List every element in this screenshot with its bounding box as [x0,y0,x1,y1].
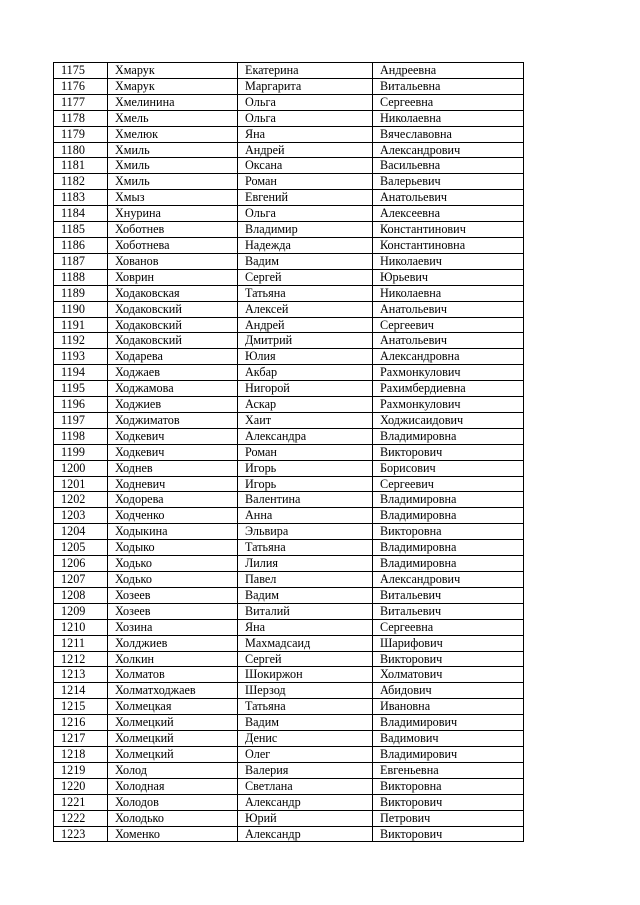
first-name-cell: Яна [238,126,373,142]
patronymic-cell: Александрович [373,142,524,158]
table-row [54,540,524,556]
table-row [54,619,524,635]
patronymic-cell: Абидович [373,683,524,699]
last-name-cell: Ходнев [108,460,238,476]
patronymic-cell: Владимирович [373,746,524,762]
first-name-cell: Татьяна [238,699,373,715]
table-row [54,126,524,142]
table-row [54,428,524,444]
first-name-cell: Нигорой [238,381,373,397]
table-row [54,301,524,317]
patronymic-cell: Евгеньевна [373,762,524,778]
last-name-cell: Хмиль [108,158,238,174]
table-row [54,365,524,381]
first-name-cell: Эльвира [238,524,373,540]
last-name-cell: Ходько [108,572,238,588]
table-row [54,78,524,94]
last-name-cell: Ходаковский [108,301,238,317]
first-name-cell: Виталий [238,603,373,619]
first-name-cell: Татьяна [238,285,373,301]
row-number-cell: 1219 [54,762,108,778]
patronymic-cell: Андреевна [373,63,524,79]
row-number-cell: 1192 [54,333,108,349]
row-number-cell: 1186 [54,237,108,253]
row-number-cell: 1207 [54,572,108,588]
table-row [54,142,524,158]
first-name-cell: Светлана [238,778,373,794]
table-row [54,556,524,572]
row-number-cell: 1198 [54,428,108,444]
last-name-cell: Ходарева [108,349,238,365]
first-name-cell: Владимир [238,222,373,238]
row-number-cell: 1201 [54,476,108,492]
patronymic-cell: Анатольевич [373,333,524,349]
patronymic-cell: Витальевич [373,587,524,603]
patronymic-cell: Рахимбердиевна [373,381,524,397]
first-name-cell: Махмадсаид [238,635,373,651]
table-row [54,174,524,190]
last-name-cell: Ходаковский [108,333,238,349]
first-name-cell: Лилия [238,556,373,572]
patronymic-cell: Сергеевич [373,317,524,333]
patronymic-cell: Вадимович [373,731,524,747]
patronymic-cell: Викторовна [373,778,524,794]
table-row [54,731,524,747]
row-number-cell: 1184 [54,206,108,222]
first-name-cell: Вадим [238,253,373,269]
first-name-cell: Денис [238,731,373,747]
patronymic-cell: Владимирович [373,715,524,731]
row-number-cell: 1175 [54,63,108,79]
patronymic-cell: Рахмонкулович [373,397,524,413]
row-number-cell: 1217 [54,731,108,747]
table-row [54,524,524,540]
row-number-cell: 1194 [54,365,108,381]
table-row [54,397,524,413]
patronymic-cell: Петрович [373,810,524,826]
last-name-cell: Ходкевич [108,428,238,444]
last-name-cell: Ховрин [108,269,238,285]
table-row [54,572,524,588]
table-row [54,222,524,238]
last-name-cell: Холмецкий [108,715,238,731]
first-name-cell: Роман [238,174,373,190]
first-name-cell: Дмитрий [238,333,373,349]
row-number-cell: 1213 [54,667,108,683]
last-name-cell: Хоботнева [108,237,238,253]
last-name-cell: Ходорева [108,492,238,508]
patronymic-cell: Сергеевич [373,476,524,492]
patronymic-cell: Рахмонкулович [373,365,524,381]
first-name-cell: Александр [238,826,373,842]
first-name-cell: Хаит [238,412,373,428]
row-number-cell: 1193 [54,349,108,365]
last-name-cell: Холодов [108,794,238,810]
last-name-cell: Хмыз [108,190,238,206]
row-number-cell: 1212 [54,651,108,667]
patronymic-cell: Викторовна [373,524,524,540]
table-row [54,110,524,126]
table-row [54,158,524,174]
last-name-cell: Хмарук [108,78,238,94]
row-number-cell: 1191 [54,317,108,333]
last-name-cell: Холмецкая [108,699,238,715]
first-name-cell: Шерзод [238,683,373,699]
table-row [54,94,524,110]
first-name-cell: Юлия [238,349,373,365]
table-row [54,794,524,810]
last-name-cell: Ходаковская [108,285,238,301]
last-name-cell: Ходченко [108,508,238,524]
last-name-cell: Холод [108,762,238,778]
last-name-cell: Ходкевич [108,444,238,460]
first-name-cell: Олег [238,746,373,762]
table-row [54,381,524,397]
first-name-cell: Анна [238,508,373,524]
patronymic-cell: Анатольевич [373,301,524,317]
row-number-cell: 1196 [54,397,108,413]
row-number-cell: 1220 [54,778,108,794]
patronymic-cell: Сергеевна [373,619,524,635]
table-row [54,508,524,524]
first-name-cell: Юрий [238,810,373,826]
first-name-cell: Роман [238,444,373,460]
row-number-cell: 1214 [54,683,108,699]
name-list-table [53,62,524,842]
table-row [54,460,524,476]
row-number-cell: 1211 [54,635,108,651]
table-row [54,699,524,715]
first-name-cell: Вадим [238,587,373,603]
last-name-cell: Хованов [108,253,238,269]
first-name-cell: Оксана [238,158,373,174]
first-name-cell: Валерия [238,762,373,778]
patronymic-cell: Владимировна [373,428,524,444]
row-number-cell: 1197 [54,412,108,428]
table-row [54,63,524,79]
patronymic-cell: Викторович [373,651,524,667]
row-number-cell: 1179 [54,126,108,142]
patronymic-cell: Ивановна [373,699,524,715]
first-name-cell: Игорь [238,460,373,476]
first-name-cell: Надежда [238,237,373,253]
table-row [54,333,524,349]
row-number-cell: 1190 [54,301,108,317]
table-row [54,253,524,269]
row-number-cell: 1203 [54,508,108,524]
patronymic-cell: Валерьевич [373,174,524,190]
last-name-cell: Хоменко [108,826,238,842]
first-name-cell: Аскар [238,397,373,413]
last-name-cell: Холмецкий [108,746,238,762]
patronymic-cell: Ходжисаидович [373,412,524,428]
last-name-cell: Ходжиматов [108,412,238,428]
row-number-cell: 1178 [54,110,108,126]
row-number-cell: 1204 [54,524,108,540]
table-row [54,651,524,667]
row-number-cell: 1209 [54,603,108,619]
last-name-cell: Ходжиев [108,397,238,413]
table-row [54,715,524,731]
row-number-cell: 1223 [54,826,108,842]
last-name-cell: Ходыкина [108,524,238,540]
patronymic-cell: Константинович [373,222,524,238]
first-name-cell: Андрей [238,317,373,333]
table-row [54,237,524,253]
table-row [54,778,524,794]
last-name-cell: Холматходжаев [108,683,238,699]
first-name-cell: Акбар [238,365,373,381]
last-name-cell: Холкин [108,651,238,667]
table-row [54,667,524,683]
row-number-cell: 1215 [54,699,108,715]
last-name-cell: Хмиль [108,174,238,190]
first-name-cell: Павел [238,572,373,588]
row-number-cell: 1222 [54,810,108,826]
table-row [54,190,524,206]
patronymic-cell: Витальевич [373,603,524,619]
row-number-cell: 1176 [54,78,108,94]
patronymic-cell: Владимировна [373,556,524,572]
last-name-cell: Холодько [108,810,238,826]
table-row [54,412,524,428]
first-name-cell: Алексей [238,301,373,317]
patronymic-cell: Николаевич [373,253,524,269]
table-row [54,349,524,365]
first-name-cell: Шокиржон [238,667,373,683]
first-name-cell: Екатерина [238,63,373,79]
patronymic-cell: Анатольевич [373,190,524,206]
row-number-cell: 1206 [54,556,108,572]
first-name-cell: Валентина [238,492,373,508]
first-name-cell: Татьяна [238,540,373,556]
first-name-cell: Яна [238,619,373,635]
table-row [54,444,524,460]
row-number-cell: 1187 [54,253,108,269]
first-name-cell: Андрей [238,142,373,158]
last-name-cell: Хозина [108,619,238,635]
patronymic-cell: Вячеславовна [373,126,524,142]
last-name-cell: Хмелинина [108,94,238,110]
row-number-cell: 1202 [54,492,108,508]
last-name-cell: Ходневич [108,476,238,492]
table-row [54,810,524,826]
patronymic-cell: Алексеевна [373,206,524,222]
last-name-cell: Холмецкий [108,731,238,747]
first-name-cell: Маргарита [238,78,373,94]
last-name-cell: Хмель [108,110,238,126]
table-row [54,635,524,651]
table-row [54,603,524,619]
table-row [54,762,524,778]
patronymic-cell: Борисович [373,460,524,476]
row-number-cell: 1180 [54,142,108,158]
row-number-cell: 1185 [54,222,108,238]
first-name-cell: Евгений [238,190,373,206]
patronymic-cell: Владимировна [373,492,524,508]
first-name-cell: Александра [238,428,373,444]
row-number-cell: 1200 [54,460,108,476]
first-name-cell: Сергей [238,651,373,667]
row-number-cell: 1183 [54,190,108,206]
name-list-body [54,63,524,842]
last-name-cell: Хоботнев [108,222,238,238]
table-row [54,587,524,603]
last-name-cell: Холджиев [108,635,238,651]
row-number-cell: 1221 [54,794,108,810]
row-number-cell: 1181 [54,158,108,174]
row-number-cell: 1182 [54,174,108,190]
table-row [54,826,524,842]
patronymic-cell: Викторович [373,444,524,460]
patronymic-cell: Николаевна [373,110,524,126]
row-number-cell: 1218 [54,746,108,762]
first-name-cell: Вадим [238,715,373,731]
table-row [54,476,524,492]
row-number-cell: 1208 [54,587,108,603]
table-row [54,492,524,508]
table-row [54,285,524,301]
row-number-cell: 1205 [54,540,108,556]
first-name-cell: Игорь [238,476,373,492]
patronymic-cell: Владимировна [373,508,524,524]
table-row [54,317,524,333]
last-name-cell: Хнурина [108,206,238,222]
last-name-cell: Хозеев [108,603,238,619]
table-row [54,269,524,285]
table-row [54,683,524,699]
first-name-cell: Сергей [238,269,373,285]
table-row [54,746,524,762]
patronymic-cell: Холматович [373,667,524,683]
row-number-cell: 1189 [54,285,108,301]
patronymic-cell: Николаевна [373,285,524,301]
last-name-cell: Ходаковский [108,317,238,333]
patronymic-cell: Александрович [373,572,524,588]
first-name-cell: Александр [238,794,373,810]
row-number-cell: 1199 [54,444,108,460]
last-name-cell: Холодная [108,778,238,794]
last-name-cell: Ходжаев [108,365,238,381]
last-name-cell: Ходько [108,556,238,572]
patronymic-cell: Витальевна [373,78,524,94]
patronymic-cell: Васильевна [373,158,524,174]
patronymic-cell: Викторович [373,826,524,842]
last-name-cell: Холматов [108,667,238,683]
first-name-cell: Ольга [238,206,373,222]
patronymic-cell: Константиновна [373,237,524,253]
row-number-cell: 1210 [54,619,108,635]
row-number-cell: 1216 [54,715,108,731]
last-name-cell: Хмиль [108,142,238,158]
last-name-cell: Хмелюк [108,126,238,142]
row-number-cell: 1188 [54,269,108,285]
first-name-cell: Ольга [238,110,373,126]
patronymic-cell: Викторович [373,794,524,810]
last-name-cell: Хозеев [108,587,238,603]
first-name-cell: Ольга [238,94,373,110]
table-row [54,206,524,222]
patronymic-cell: Александровна [373,349,524,365]
patronymic-cell: Сергеевна [373,94,524,110]
last-name-cell: Ходжамова [108,381,238,397]
patronymic-cell: Владимировна [373,540,524,556]
row-number-cell: 1177 [54,94,108,110]
patronymic-cell: Шарифович [373,635,524,651]
patronymic-cell: Юрьевич [373,269,524,285]
last-name-cell: Ходыко [108,540,238,556]
row-number-cell: 1195 [54,381,108,397]
last-name-cell: Хмарук [108,63,238,79]
